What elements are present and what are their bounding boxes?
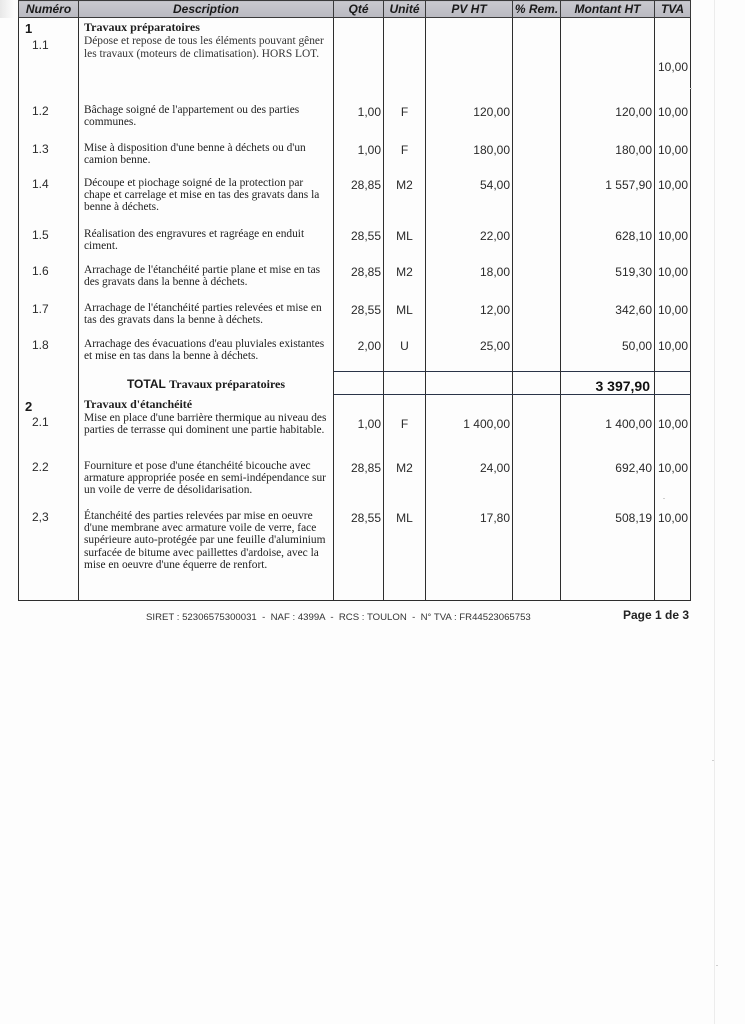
section-header-row xyxy=(19,18,691,102)
item-qte: 2,00 xyxy=(334,336,384,372)
item-description: Mise en place d'une barrière thermique au niveau des parties de terrasse qui dominent une partie habitable. xyxy=(84,411,327,437)
item-pv-ht: 120,00 xyxy=(426,102,513,140)
table-row xyxy=(19,175,691,226)
item-pv-ht: 25,00 xyxy=(426,336,513,372)
item-montant-ht: 692,40 xyxy=(561,458,655,508)
section-header-row xyxy=(19,395,691,458)
item-tva: 10,00 xyxy=(655,336,691,372)
item-description: Étanchéité des parties relevées par mise en oeuvre d'une membrane avec armature voile de verre, face supérieure auto-protégée par une feuille d'aluminium surfacée de bitume avec paillettes d'ardoise, avec la mise en oeuvre d'une équerre de renfort. xyxy=(84,509,326,572)
item-tva: 10,00 xyxy=(655,226,691,262)
section-total-label: TOTAL Travaux préparatoires xyxy=(79,372,334,395)
table-row xyxy=(19,458,691,508)
item-montant-ht: 342,60 xyxy=(561,300,655,336)
item-qte: 28,55 xyxy=(334,508,384,601)
item-montant-ht: 508,19 xyxy=(561,508,655,601)
item-pv-ht: 18,00 xyxy=(426,262,513,300)
scan-shadow xyxy=(0,0,14,18)
item-pv-ht: 180,00 xyxy=(426,140,513,175)
item-unite: F xyxy=(384,102,426,140)
item-pv-ht: 12,00 xyxy=(426,300,513,336)
col-header-pv-ht: PV HT xyxy=(426,1,513,18)
item-description: Découpe et piochage soigné de la protection par chape et carrelage et mise en tas des gravats dans la benne à déchets. xyxy=(84,176,320,214)
item-remise xyxy=(513,18,561,102)
item-qte: 1,00 xyxy=(334,140,384,175)
item-qte: 28,55 xyxy=(334,300,384,336)
item-remise xyxy=(513,262,561,300)
item-number: 1.7 xyxy=(32,301,49,316)
item-tva: 10,00 xyxy=(655,102,691,140)
item-montant-ht: 120,00 xyxy=(561,102,655,140)
item-qte: 28,85 xyxy=(334,175,384,226)
item-qte xyxy=(334,18,384,102)
item-montant-ht: 1 400,00 xyxy=(561,395,655,458)
item-description: Bâchage soigné de l'appartement ou des parties communes. xyxy=(84,103,300,128)
table-row xyxy=(19,336,691,372)
item-tva: 10,00 xyxy=(655,175,691,226)
table-row xyxy=(19,226,691,262)
item-description: Arrachage de l'étanchéité parties relevées et mise en tas des gravats dans la benne à déchets. xyxy=(84,301,322,326)
item-pv-ht: 22,00 xyxy=(426,226,513,262)
item-montant-ht: 628,10 xyxy=(561,226,655,262)
item-pv-ht: 1 400,00 xyxy=(426,395,513,458)
item-qte: 28,55 xyxy=(334,226,384,262)
item-tva: 10,00 xyxy=(655,300,691,336)
item-montant-ht: 50,00 xyxy=(561,336,655,372)
table-row xyxy=(19,508,691,601)
item-unite: ML xyxy=(384,300,426,336)
item-remise xyxy=(513,458,561,508)
item-number: 1.6 xyxy=(32,263,49,278)
col-header-remise: % Rem. xyxy=(513,1,561,18)
scan-speck xyxy=(663,498,665,499)
section-total-row xyxy=(19,372,691,395)
item-qte: 28,85 xyxy=(334,458,384,508)
col-header-description: Description xyxy=(79,1,334,18)
item-remise xyxy=(513,102,561,140)
item-pv-ht xyxy=(426,18,513,102)
item-tva: 10,00 xyxy=(655,395,691,458)
scan-edge xyxy=(714,0,715,1024)
item-number: 1.3 xyxy=(32,141,49,156)
item-description: Mise à disposition d'une benne à déchets ou d'un camion benne. xyxy=(84,141,306,166)
item-pv-ht: 17,80 xyxy=(426,508,513,601)
item-remise xyxy=(513,300,561,336)
table-row xyxy=(19,140,691,175)
item-remise xyxy=(513,395,561,458)
section-total-amount: 3 397,90 xyxy=(561,372,655,395)
col-header-tva: TVA xyxy=(655,1,691,18)
item-unite: M2 xyxy=(384,262,426,300)
item-tva: 10,00 xyxy=(655,140,691,175)
item-qte: 1,00 xyxy=(334,102,384,140)
item-unite: M2 xyxy=(384,458,426,508)
item-number: 1.8 xyxy=(32,337,49,352)
item-tva: 10,00 xyxy=(655,18,691,102)
table-row xyxy=(19,262,691,300)
section-title: Travaux préparatoires xyxy=(84,20,200,34)
item-description: Fourniture et pose d'une étanchéité bicouche avec armature appropriée posée en semi-indépendance sur un voile de verre de désolidarisation. xyxy=(84,459,326,497)
section-title: Travaux d'étanchéité xyxy=(84,396,193,411)
item-number: 1.5 xyxy=(32,227,49,242)
item-unite: ML xyxy=(384,508,426,601)
item-montant-ht xyxy=(561,18,655,102)
scan-speck xyxy=(690,88,692,89)
scan-speck xyxy=(712,760,714,761)
legal-footer: SIRET : 52306575300031 - NAF : 4399A - RCS : TOULON - N° TVA : FR44523065753 xyxy=(146,612,531,623)
item-tva: 10,00 xyxy=(655,262,691,300)
table-row xyxy=(19,102,691,140)
table-row xyxy=(19,300,691,336)
item-qte: 28,85 xyxy=(334,262,384,300)
item-remise xyxy=(513,226,561,262)
item-unite: ML xyxy=(384,226,426,262)
section-number: 2 xyxy=(25,398,33,414)
item-remise xyxy=(513,508,561,601)
item-tva: 10,00 xyxy=(655,458,691,508)
page-number: Page 1 de 3 xyxy=(623,608,690,622)
item-number: 1.2 xyxy=(32,103,49,118)
item-remise xyxy=(513,175,561,226)
item-tva: 10,00 xyxy=(655,508,691,601)
quote-table xyxy=(18,0,691,601)
scan-speck xyxy=(716,965,718,966)
item-number: 2.1 xyxy=(32,414,49,429)
col-header-qte: Qté xyxy=(334,1,384,18)
table-header-row xyxy=(19,1,691,18)
item-montant-ht: 180,00 xyxy=(561,140,655,175)
item-unite xyxy=(384,18,426,102)
item-description: Arrachage des évacuations d'eau pluviales existantes et mise en tas dans la benne à déchets. xyxy=(84,337,325,362)
col-header-numero: Numéro xyxy=(19,1,79,18)
item-description: Arrachage de l'étanchéité partie plane et mise en tas des gravats dans la benne à déchets. xyxy=(84,263,321,288)
item-number: 2.2 xyxy=(32,459,49,474)
item-remise xyxy=(513,336,561,372)
item-montant-ht: 1 557,90 xyxy=(561,175,655,226)
item-description: Réalisation des engravures et ragréage en enduit ciment. xyxy=(84,227,305,252)
item-unite: M2 xyxy=(384,175,426,226)
section-number: 1 xyxy=(25,21,33,36)
item-description: Dépose et repose de tous les éléments pouvant gêner les travaux (moteurs de climatisation). HORS LOT. xyxy=(84,35,324,60)
item-pv-ht: 54,00 xyxy=(426,175,513,226)
item-unite: U xyxy=(384,336,426,372)
col-header-montant-ht: Montant HT xyxy=(561,1,655,18)
item-montant-ht: 519,30 xyxy=(561,262,655,300)
item-qte: 1,00 xyxy=(334,395,384,458)
item-unite: F xyxy=(384,140,426,175)
item-number: 1.1 xyxy=(32,38,49,52)
item-remise xyxy=(513,140,561,175)
col-header-unite: Unité xyxy=(384,1,426,18)
item-unite: F xyxy=(384,395,426,458)
item-pv-ht: 24,00 xyxy=(426,458,513,508)
item-number: 1.4 xyxy=(32,176,49,191)
item-number: 2,3 xyxy=(32,509,49,524)
